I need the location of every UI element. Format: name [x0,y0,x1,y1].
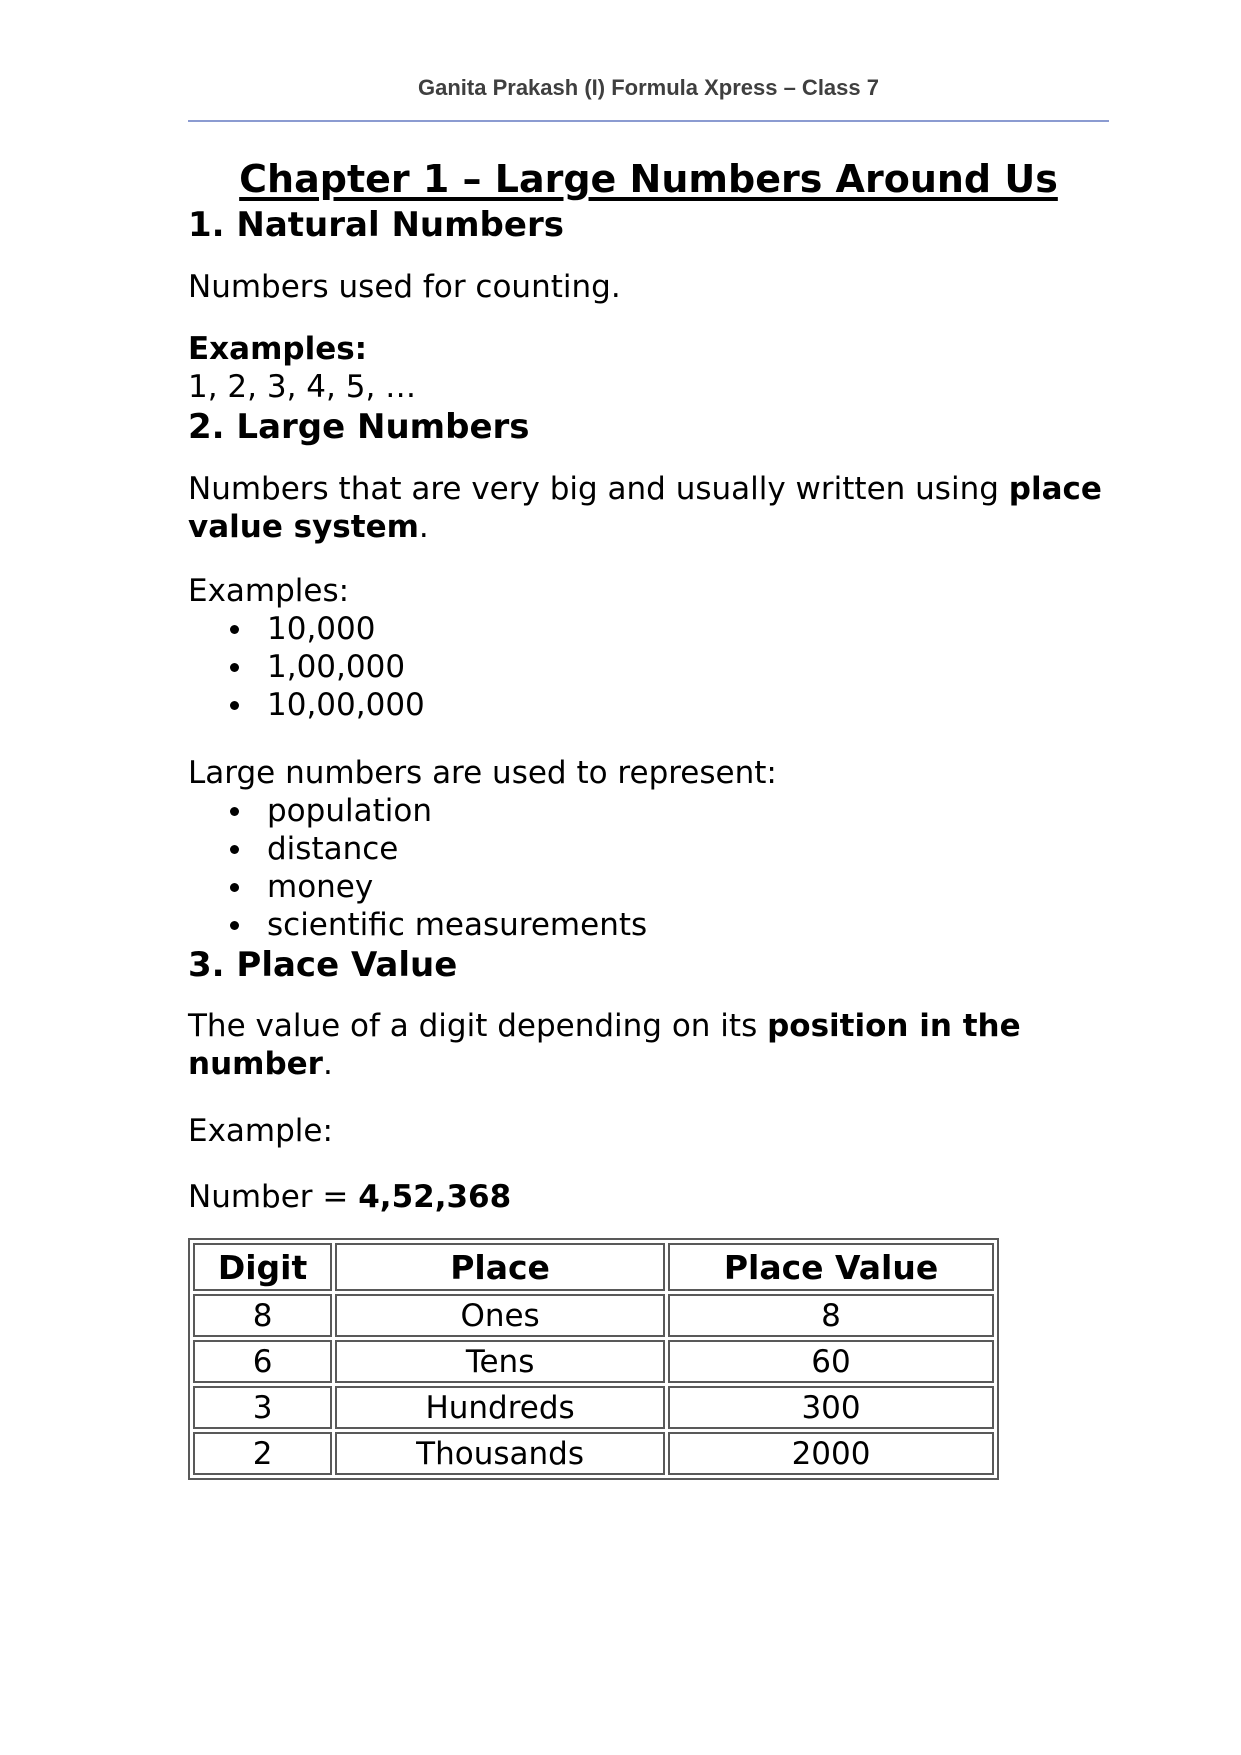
list-item: 10,000 [188,610,1109,648]
definition-period: . [418,509,429,545]
number-line [188,1178,1109,1216]
examples-label: Examples: [188,573,350,609]
chapter-title [188,154,1109,204]
header-rule [188,120,1109,122]
list-item: scientific measurements [188,906,1109,944]
table-cell: Tens [335,1340,665,1383]
list-item: 10,00,000 [188,686,1109,724]
table-header-digit: Digit [193,1243,332,1291]
large-number-uses-list [188,792,1109,944]
examples-sequence: 1, 2, 3, 4, 5, … [188,369,417,405]
table-cell: Ones [335,1294,665,1337]
table-cell: 6 [193,1340,332,1383]
table-cell: 2 [193,1432,332,1475]
table-row [193,1386,994,1429]
natural-numbers-definition: Numbers used for counting. [188,269,621,305]
list-item: 1,00,000 [188,648,1109,686]
definition-text: The value of a digit depending on its [188,1008,768,1044]
table-cell: 300 [668,1386,994,1429]
section-heading-natural-numbers: 1. Natural Numbers [188,205,564,245]
table-row [193,1432,994,1475]
chapter-title-text: Chapter 1 – Large Numbers Around Us [239,157,1058,201]
table-cell: 2000 [668,1432,994,1475]
table-cell: 8 [668,1294,994,1337]
definition-period: . [322,1046,333,1082]
place-value-table [188,1238,999,1480]
definition-text: Numbers that are very big and usually written using [188,471,1009,507]
number-label: Number = [188,1179,359,1215]
list-item: population [188,792,1109,830]
table-cell: Thousands [335,1432,665,1475]
table-cell: 60 [668,1340,994,1383]
table-cell: 8 [193,1294,332,1337]
definition-bold-term: place value system [188,471,1102,545]
natural-numbers-examples [188,330,1109,406]
table-header-row [193,1243,994,1291]
large-number-examples-list [188,610,1109,724]
number-value: 4,52,368 [358,1179,512,1215]
definition-bold-term: position in the number [188,1008,1021,1082]
page-header: Ganita Prakash (I) Formula Xpress – Class 7 [418,75,879,100]
place-value-definition [188,1007,1109,1083]
large-numbers-uses-intro: Large numbers are used to represent: [188,755,777,791]
large-numbers-definition [188,470,1109,546]
table-header-place: Place [335,1243,665,1291]
example-label: Example: [188,1113,333,1149]
section-heading-large-numbers: 2. Large Numbers [188,407,530,447]
table-cell: Hundreds [335,1386,665,1429]
table-header-place-value: Place Value [668,1243,994,1291]
table-row [193,1340,994,1383]
list-item: distance [188,830,1109,868]
examples-label: Examples: [188,331,368,367]
table-cell: 3 [193,1386,332,1429]
list-item: money [188,868,1109,906]
section-heading-place-value: 3. Place Value [188,945,458,985]
table-row [193,1294,994,1337]
